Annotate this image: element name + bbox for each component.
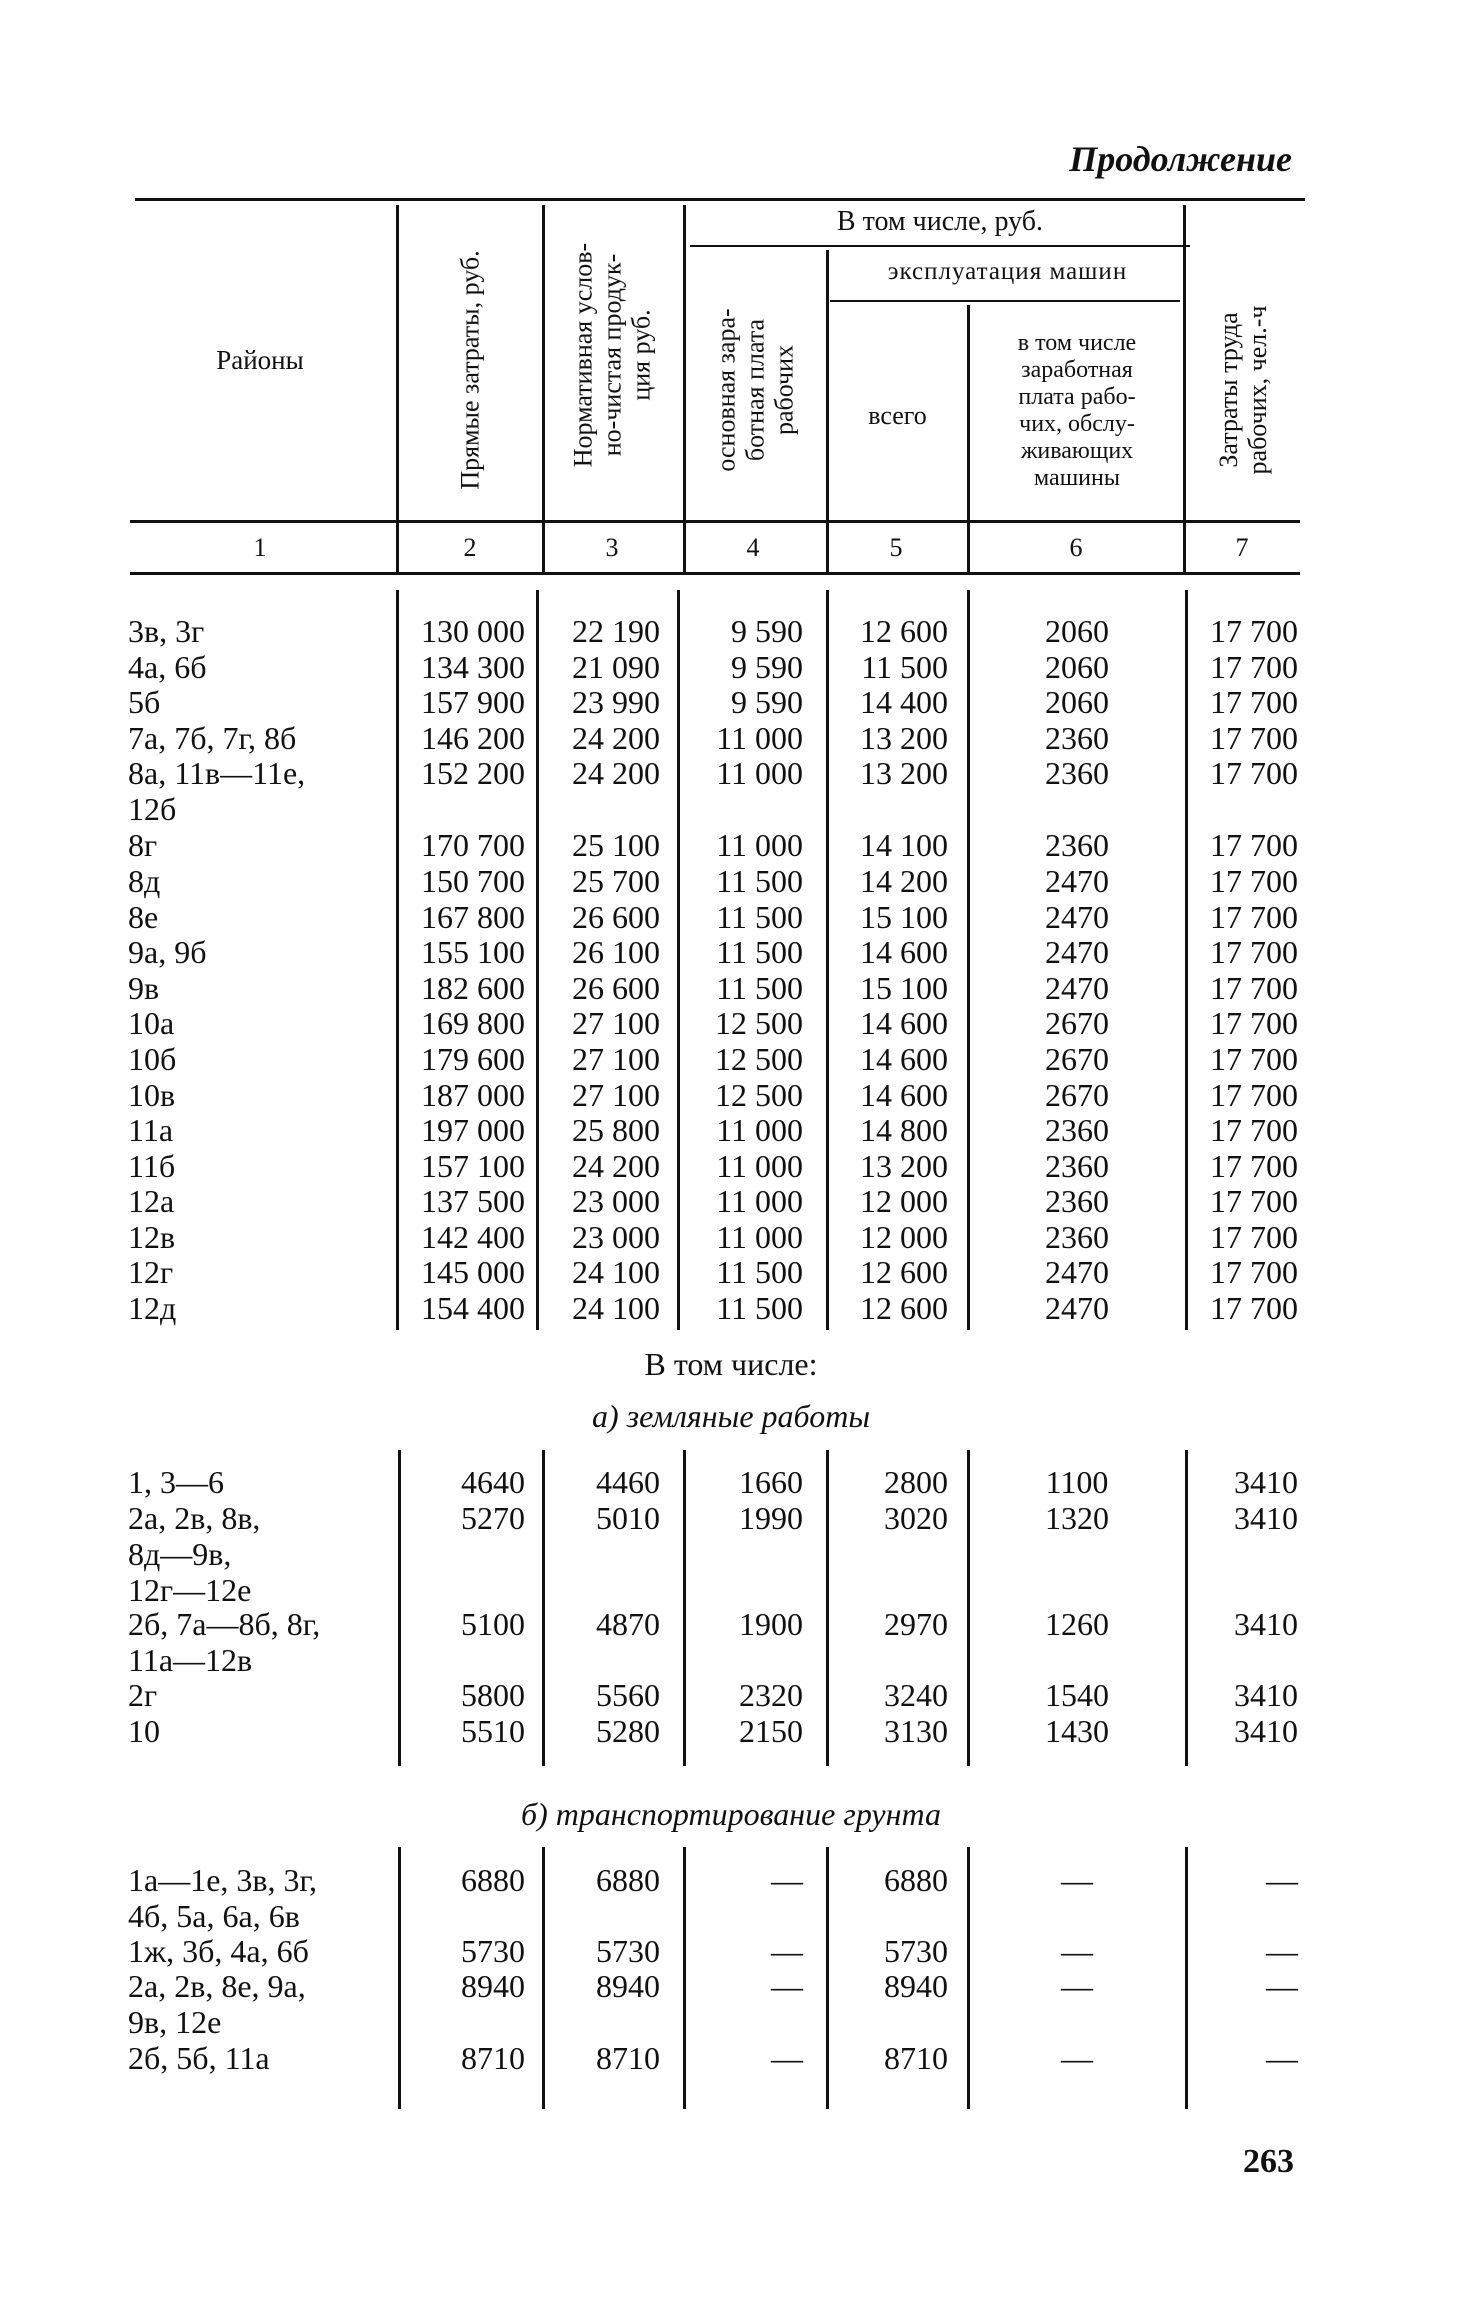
main-c4-cell: 9 590	[731, 684, 803, 720]
main-c3-cell: 26 600	[572, 899, 660, 935]
sec-a-vline-5	[967, 1450, 970, 1766]
header-vline-4	[826, 250, 829, 573]
sec-a-c5-cell: 3020	[884, 1500, 948, 1536]
main-c2-cell: 187 000	[421, 1077, 525, 1113]
district-cell: 9в	[128, 970, 160, 1006]
main-c4-cell: 11 500	[716, 1290, 803, 1326]
main-c5-cell: 12 000	[860, 1183, 948, 1219]
main-c3-cell: 24 200	[572, 1148, 660, 1184]
main-c7-cell: 17 700	[1210, 863, 1298, 899]
district-cell: 4а, 6б	[128, 649, 207, 685]
sec-b-vline-6	[1185, 1847, 1188, 2109]
district-cell: 2б, 7а—8б, 8г, 11а—12в	[128, 1606, 321, 1678]
main-c6-cell: 2060	[1045, 684, 1109, 720]
header-vline-3	[683, 205, 686, 573]
district-cell: 7а, 7б, 7г, 8б	[128, 720, 297, 756]
district-cell: 10а	[128, 1005, 175, 1041]
main-c5-cell: 14 600	[860, 1041, 948, 1077]
main-c3-cell: 23 000	[572, 1219, 660, 1255]
sec-a-c4-cell: 1900	[739, 1606, 803, 1642]
main-c5-cell: 14 100	[860, 827, 948, 863]
district-cell: 11б	[128, 1148, 176, 1184]
district-cell: 1а—1е, 3в, 3г, 4б, 5а, 6а, 6в	[128, 1862, 318, 1934]
main-c2-cell: 154 400	[421, 1290, 525, 1326]
sec-b-c7-cell: —	[1266, 2040, 1298, 2076]
main-c2-cell: 142 400	[421, 1219, 525, 1255]
main-c4-cell: 11 000	[716, 1112, 803, 1148]
main-c6-cell: 2470	[1045, 863, 1109, 899]
sec-a-c3-cell: 5280	[596, 1713, 660, 1749]
sec-b-c3-cell: 8710	[596, 2040, 660, 2076]
main-c7-cell: 17 700	[1210, 684, 1298, 720]
main-c6-cell: 2360	[1045, 755, 1109, 791]
sec-b-c5-cell: 5730	[884, 1933, 948, 1969]
sec-a-c2-cell: 5510	[461, 1713, 525, 1749]
sec-b-vline-5	[967, 1847, 970, 2109]
sec-b-vline-3	[683, 1847, 686, 2109]
main-c6-cell: 2060	[1045, 613, 1109, 649]
sec-a-c5-cell: 2970	[884, 1606, 948, 1642]
body-vline-3	[677, 590, 680, 1330]
district-cell: 5б	[128, 684, 161, 720]
main-c3-cell: 26 600	[572, 970, 660, 1006]
main-c4-cell: 12 500	[715, 1005, 803, 1041]
main-c6-cell: 2470	[1045, 899, 1109, 935]
main-c5-cell: 14 600	[860, 1077, 948, 1113]
district-cell: 2а, 2в, 8в, 8д—9в, 12г—12е	[128, 1500, 261, 1608]
sec-a-c3-cell: 4460	[596, 1464, 660, 1500]
main-c7-cell: 17 700	[1210, 1005, 1298, 1041]
main-c6-cell: 2360	[1045, 827, 1109, 863]
header-vline-5	[967, 305, 970, 573]
col-number-3: 3	[605, 533, 619, 562]
sec-a-c6-cell: 1260	[1045, 1606, 1109, 1642]
sec-a-c2-cell: 5270	[461, 1500, 525, 1536]
sec-a-c2-cell: 5100	[461, 1606, 525, 1642]
main-c4-cell: 11 500	[716, 934, 803, 970]
district-cell: 8д	[128, 863, 161, 899]
district-cell: 10	[128, 1713, 160, 1749]
main-c2-cell: 182 600	[421, 970, 525, 1006]
district-cell: 11а	[128, 1112, 174, 1148]
sec-b-vline-4	[826, 1847, 829, 2109]
main-c2-cell: 157 900	[421, 684, 525, 720]
main-c5-cell: 15 100	[860, 970, 948, 1006]
main-c7-cell: 17 700	[1210, 1077, 1298, 1113]
main-c6-cell: 2360	[1045, 720, 1109, 756]
main-c2-cell: 169 800	[421, 1005, 525, 1041]
body-vline-2	[536, 590, 539, 1330]
sec-a-vline-1	[398, 1450, 401, 1766]
header-districts: Районы	[216, 345, 304, 375]
district-cell: 10в	[128, 1077, 176, 1113]
main-c7-cell: 17 700	[1210, 899, 1298, 935]
body-vline-6	[1185, 590, 1188, 1330]
main-c4-cell: 11 500	[716, 1254, 803, 1290]
sec-b-c4-cell: —	[771, 1862, 803, 1898]
main-c3-cell: 23 000	[572, 1183, 660, 1219]
main-c3-cell: 24 100	[572, 1290, 660, 1326]
colnum-bottom-rule	[130, 572, 1300, 575]
sec-b-c6-cell: —	[1061, 1933, 1093, 1969]
district-cell: 1ж, 3б, 4а, 6б	[128, 1933, 309, 1969]
body-vline-1	[396, 590, 399, 1330]
main-c7-cell: 17 700	[1210, 827, 1298, 863]
sec-b-c4-cell: —	[771, 1933, 803, 1969]
sec-a-c6-cell: 1100	[1045, 1464, 1109, 1500]
main-c2-cell: 134 300	[421, 649, 525, 685]
sec-b-c6-cell: —	[1061, 2040, 1093, 2076]
sec-b-c7-cell: —	[1266, 1933, 1298, 1969]
section-a-title: а) земляные работы	[592, 1398, 870, 1434]
main-c4-cell: 11 500	[716, 970, 803, 1006]
main-c6-cell: 2360	[1045, 1219, 1109, 1255]
main-c4-cell: 11 500	[716, 899, 803, 935]
main-c6-cell: 2470	[1045, 970, 1109, 1006]
main-c4-cell: 11 000	[716, 755, 803, 791]
main-c5-cell: 14 600	[860, 1005, 948, 1041]
main-c4-cell: 12 500	[715, 1077, 803, 1113]
col-number-6: 6	[1069, 533, 1083, 562]
main-c6-cell: 2360	[1045, 1112, 1109, 1148]
main-c6-cell: 2470	[1045, 1254, 1109, 1290]
main-c4-cell: 11 000	[716, 1219, 803, 1255]
main-c3-cell: 25 100	[572, 827, 660, 863]
main-c7-cell: 17 700	[1210, 649, 1298, 685]
sec-b-c5-cell: 8940	[884, 1968, 948, 2004]
sec-b-c6-cell: —	[1061, 1968, 1093, 2004]
header-including-rub: В том числе, руб.	[836, 206, 1044, 237]
sec-a-vline-6	[1185, 1450, 1188, 1766]
main-c4-cell: 11 000	[716, 827, 803, 863]
col-number-7: 7	[1235, 533, 1249, 562]
header-vline-2	[542, 205, 545, 573]
sec-b-c4-cell: —	[771, 1968, 803, 2004]
sec-a-c7-cell: 3410	[1234, 1500, 1298, 1536]
district-cell: 12в	[128, 1219, 176, 1255]
header-normative-product: Нормативная услов- но-чистая продук- ция руб.	[568, 242, 656, 468]
district-cell: 8г	[128, 827, 158, 863]
main-c4-cell: 11 000	[716, 1148, 803, 1184]
district-cell: 2б, 5б, 11а	[128, 2040, 270, 2076]
main-c2-cell: 179 600	[421, 1041, 525, 1077]
main-c5-cell: 13 200	[860, 755, 948, 791]
sec-a-c3-cell: 5560	[596, 1677, 660, 1713]
sec-a-c7-cell: 3410	[1234, 1677, 1298, 1713]
header-basic-wage: основная зара- ботная плата рабочих	[711, 308, 799, 472]
main-c5-cell: 12 600	[860, 613, 948, 649]
sec-b-c3-cell: 5730	[596, 1933, 660, 1969]
district-cell: 12г	[128, 1254, 174, 1290]
header-labor-costs: Затраты труда рабочих, чел.-ч	[1214, 305, 1272, 475]
district-cell: 9а, 9б	[128, 934, 207, 970]
main-c2-cell: 157 100	[421, 1148, 525, 1184]
main-c2-cell: 146 200	[421, 720, 525, 756]
sec-b-c7-cell: —	[1266, 1862, 1298, 1898]
district-cell: 8е	[128, 899, 159, 935]
sec-a-c3-cell: 4870	[596, 1606, 660, 1642]
main-c3-cell: 25 700	[572, 863, 660, 899]
body-vline-5	[967, 590, 970, 1330]
district-cell: 8а, 11в—11е, 12б	[128, 755, 306, 827]
main-c4-cell: 12 500	[715, 1041, 803, 1077]
main-c7-cell: 17 700	[1210, 720, 1298, 756]
main-c3-cell: 27 100	[572, 1005, 660, 1041]
main-c2-cell: 167 800	[421, 899, 525, 935]
col-number-4: 4	[746, 533, 760, 562]
main-c7-cell: 17 700	[1210, 1148, 1298, 1184]
main-c2-cell: 155 100	[421, 934, 525, 970]
main-c7-cell: 17 700	[1210, 1219, 1298, 1255]
main-c7-cell: 17 700	[1210, 1254, 1298, 1290]
main-c4-cell: 11 000	[716, 720, 803, 756]
sec-a-c6-cell: 1540	[1045, 1677, 1109, 1713]
sec-a-vline-4	[826, 1450, 829, 1766]
main-c2-cell: 130 000	[421, 613, 525, 649]
main-c6-cell: 2360	[1045, 1148, 1109, 1184]
main-c3-cell: 21 090	[572, 649, 660, 685]
main-c5-cell: 13 200	[860, 720, 948, 756]
main-c2-cell: 150 700	[421, 863, 525, 899]
sec-a-c7-cell: 3410	[1234, 1606, 1298, 1642]
sec-a-c4-cell: 1660	[739, 1464, 803, 1500]
main-c5-cell: 14 800	[860, 1112, 948, 1148]
sec-a-vline-3	[683, 1450, 686, 1766]
sec-b-c5-cell: 8710	[884, 2040, 948, 2076]
main-c6-cell: 2670	[1045, 1041, 1109, 1077]
main-c5-cell: 14 400	[860, 684, 948, 720]
sec-a-c2-cell: 4640	[461, 1464, 525, 1500]
main-c3-cell: 24 200	[572, 755, 660, 791]
main-c5-cell: 11 500	[861, 649, 948, 685]
sec-b-c7-cell: —	[1266, 1968, 1298, 2004]
sec-b-c6-cell: —	[1061, 1862, 1093, 1898]
including-rule	[690, 245, 1190, 247]
district-cell: 2г	[128, 1677, 158, 1713]
sec-a-c2-cell: 5800	[461, 1677, 525, 1713]
main-c4-cell: 11 500	[716, 863, 803, 899]
district-cell: 12а	[128, 1183, 175, 1219]
sec-b-c4-cell: —	[771, 2040, 803, 2076]
col-number-5: 5	[889, 533, 903, 562]
main-c5-cell: 15 100	[860, 899, 948, 935]
main-c4-cell: 11 000	[716, 1183, 803, 1219]
main-c5-cell: 14 600	[860, 934, 948, 970]
sec-b-c3-cell: 8940	[596, 1968, 660, 2004]
sec-b-c2-cell: 8710	[461, 2040, 525, 2076]
header-vline-6	[1183, 205, 1186, 573]
sec-a-c6-cell: 1320	[1045, 1500, 1109, 1536]
sec-a-c4-cell: 1990	[739, 1500, 803, 1536]
sec-a-vline-2	[542, 1450, 545, 1766]
main-c6-cell: 2470	[1045, 1290, 1109, 1326]
sec-a-c5-cell: 2800	[884, 1464, 948, 1500]
sec-a-c5-cell: 3240	[884, 1677, 948, 1713]
sec-b-c2-cell: 6880	[461, 1862, 525, 1898]
sec-b-vline-1	[398, 1847, 401, 2109]
main-c6-cell: 2060	[1045, 649, 1109, 685]
col-number-1: 1	[253, 533, 267, 562]
main-c4-cell: 9 590	[731, 649, 803, 685]
main-c7-cell: 17 700	[1210, 1183, 1298, 1219]
header-direct-costs: Прямые затраты, руб.	[455, 250, 485, 490]
main-c3-cell: 24 200	[572, 720, 660, 756]
including-label: В том числе:	[644, 1346, 818, 1382]
sec-b-c5-cell: 6880	[884, 1862, 948, 1898]
sec-b-vline-2	[542, 1847, 545, 2109]
section-b-title: б) транспортирование грунта	[520, 1796, 941, 1832]
main-c6-cell: 2670	[1045, 1005, 1109, 1041]
main-c5-cell: 14 200	[860, 863, 948, 899]
main-c7-cell: 17 700	[1210, 970, 1298, 1006]
main-c7-cell: 17 700	[1210, 1112, 1298, 1148]
main-c4-cell: 9 590	[731, 613, 803, 649]
header-vline-1	[396, 205, 399, 573]
main-c7-cell: 17 700	[1210, 1041, 1298, 1077]
main-c3-cell: 23 990	[572, 684, 660, 720]
header-machine-operation: эксплуатация машин	[887, 258, 1128, 285]
body-vline-4	[826, 590, 829, 1330]
main-c7-cell: 17 700	[1210, 755, 1298, 791]
main-c7-cell: 17 700	[1210, 613, 1298, 649]
sec-a-c6-cell: 1430	[1045, 1713, 1109, 1749]
sec-a-c4-cell: 2320	[739, 1677, 803, 1713]
main-c3-cell: 27 100	[572, 1077, 660, 1113]
sec-a-c5-cell: 3130	[884, 1713, 948, 1749]
main-c5-cell: 12 600	[860, 1290, 948, 1326]
main-c3-cell: 27 100	[572, 1041, 660, 1077]
main-c7-cell: 17 700	[1210, 934, 1298, 970]
sec-a-c3-cell: 5010	[596, 1500, 660, 1536]
district-cell: 3в, 3г	[128, 613, 205, 649]
sec-a-c7-cell: 3410	[1234, 1464, 1298, 1500]
main-c6-cell: 2360	[1045, 1183, 1109, 1219]
sec-a-c7-cell: 3410	[1234, 1713, 1298, 1749]
main-c2-cell: 197 000	[421, 1112, 525, 1148]
header-total: всего	[868, 401, 927, 430]
header-top-rule	[135, 198, 1305, 201]
header-including-wage: в том числе заработная плата рабо- чих, обслу- живающих машины	[1017, 330, 1137, 491]
main-c3-cell: 25 800	[572, 1112, 660, 1148]
main-c6-cell: 2670	[1045, 1077, 1109, 1113]
machine-rule	[830, 300, 1180, 302]
district-cell: 2а, 2в, 8е, 9а, 9в, 12е	[128, 1968, 306, 2040]
main-c3-cell: 24 100	[572, 1254, 660, 1290]
main-c5-cell: 12 000	[860, 1219, 948, 1255]
page-number: 263	[1243, 2143, 1294, 2180]
main-c2-cell: 152 200	[421, 755, 525, 791]
col-number-2: 2	[463, 533, 477, 562]
main-c5-cell: 12 600	[860, 1254, 948, 1290]
main-c7-cell: 17 700	[1210, 1290, 1298, 1326]
main-c2-cell: 170 700	[421, 827, 525, 863]
sec-b-c2-cell: 5730	[461, 1933, 525, 1969]
district-cell: 12д	[128, 1290, 177, 1326]
sec-a-c4-cell: 2150	[739, 1713, 803, 1749]
district-cell: 1, 3—6	[128, 1464, 224, 1500]
main-c5-cell: 13 200	[860, 1148, 948, 1184]
sec-b-c3-cell: 6880	[596, 1862, 660, 1898]
main-c3-cell: 26 100	[572, 934, 660, 970]
main-c2-cell: 137 500	[421, 1183, 525, 1219]
main-c6-cell: 2470	[1045, 934, 1109, 970]
district-cell: 10б	[128, 1041, 177, 1077]
sec-b-c2-cell: 8940	[461, 1968, 525, 2004]
main-c2-cell: 145 000	[421, 1254, 525, 1290]
main-c3-cell: 22 190	[572, 613, 660, 649]
continuation-label: Продолжение	[1069, 139, 1292, 179]
